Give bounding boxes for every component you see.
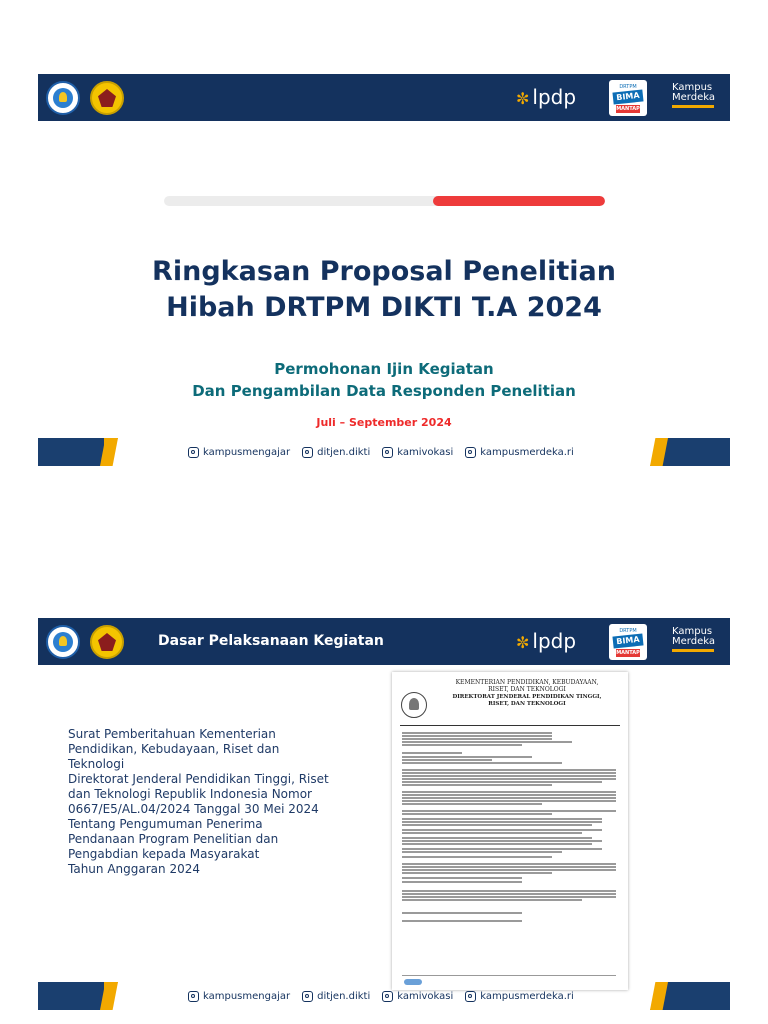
- instagram-icon: [302, 447, 313, 458]
- footer-bar: [38, 438, 730, 466]
- letter-text-line: [402, 762, 562, 764]
- letter-text-line: [402, 772, 616, 774]
- social-link-ditjen-dikti[interactable]: ditjen.dikti: [302, 991, 370, 1002]
- letter-text-line: [402, 778, 616, 780]
- social-link-kampusmerdeka[interactable]: kampusmerdeka.ri: [465, 991, 574, 1002]
- letter-text-line: [402, 752, 462, 754]
- letter-document-image: [392, 672, 628, 990]
- lpdp-logo: ✼ lpdp: [516, 85, 577, 109]
- lpdp-logo: ✼ lpdp: [516, 629, 577, 653]
- university-logo-icon: [90, 625, 124, 659]
- letter-text-line: [402, 856, 552, 858]
- letter-text-line: [402, 791, 616, 793]
- letter-text-line: [402, 869, 616, 871]
- letter-text-line: [402, 912, 522, 914]
- letter-text-line: [402, 829, 602, 831]
- letter-text-line: [402, 756, 532, 758]
- letter-text-line: [402, 794, 616, 796]
- footer-bar: [38, 982, 730, 1010]
- social-link-kampusmengajar[interactable]: kampusmengajar: [188, 991, 290, 1002]
- slide-title: Ringkasan Proposal Penelitian Hibah DRTPM DIKTI T.A 2024: [152, 256, 616, 323]
- period-text: Juli – September 2024: [316, 416, 452, 429]
- letter-text-line: [402, 877, 522, 879]
- header-bar: [38, 618, 730, 665]
- instagram-icon: [382, 447, 393, 458]
- letter-text-line: [402, 893, 616, 895]
- letter-text-line: [402, 784, 552, 786]
- social-link-ditjen-dikti[interactable]: ditjen.dikti: [302, 447, 370, 458]
- lpdp-flame-icon: ✼: [516, 633, 530, 652]
- instagram-icon: [188, 991, 199, 1002]
- basis-slide: [38, 618, 730, 1010]
- letter-text-line: [402, 818, 602, 820]
- header-bar: [38, 74, 730, 121]
- letter-text-line: [402, 899, 582, 901]
- progress-fill: [433, 196, 605, 206]
- letter-text-line: [402, 840, 602, 842]
- letter-text-line: [402, 832, 582, 834]
- letter-text-line: [402, 872, 552, 874]
- tut-wuri-handayani-logo-icon: [46, 625, 80, 659]
- slide-header-title: Dasar Pelaksanaan Kegiatan: [158, 633, 384, 649]
- letter-text-line: [402, 735, 552, 737]
- instagram-icon: [465, 447, 476, 458]
- kampus-merdeka-logo: Kampus Merdeka: [672, 627, 722, 652]
- progress-bar: [164, 196, 605, 206]
- letter-text-line: [402, 744, 522, 746]
- letter-text-line: [402, 843, 592, 845]
- letter-text-line: [402, 848, 602, 850]
- letter-text-line: [402, 837, 592, 839]
- letter-text-line: [402, 775, 616, 777]
- letter-text-line: [402, 863, 616, 865]
- university-logo-icon: [90, 81, 124, 115]
- letter-text-line: [402, 810, 616, 812]
- slide-subtitle: Permohonan Ijin Kegiatan Dan Pengambilan Data Responden Penelitian: [192, 360, 576, 400]
- letter-text-line: [402, 851, 562, 853]
- letter-text-line: [402, 800, 616, 802]
- letter-text-line: [402, 803, 542, 805]
- letter-text-line: [402, 813, 552, 815]
- lpdp-flame-icon: ✼: [516, 89, 530, 108]
- basis-description: Surat Pemberitahuan Kementerian Pendidikan, Kebudayaan, Riset dan Teknologi Direktorat Jenderal Pendidikan Tinggi, Riset dan Teknologi Republik Indonesia Nomor 0667/E5/AL.04/2024 Tanggal 30 Mei 2024 Tentang Pengumuman Penerima Pendanaan Program Penelitian dan Pengabdian kepada Masyarakat Tahun Anggaran 2024: [68, 727, 329, 876]
- letter-text-line: [402, 824, 592, 826]
- letter-text-line: [402, 920, 522, 922]
- letter-text-line: [402, 866, 616, 868]
- tut-wuri-handayani-logo-icon: [46, 81, 80, 115]
- letter-text-line: [402, 769, 616, 771]
- letter-ministry: KEMENTERIAN PENDIDIKAN, KEBUDAYAAN, RISET, DAN TEKNOLOGI: [455, 679, 599, 693]
- letter-text-line: [402, 759, 492, 761]
- letter-text-line: [402, 821, 602, 823]
- letter-text-line: [402, 896, 616, 898]
- letter-text-line: [402, 732, 552, 734]
- title-slide: [38, 74, 730, 466]
- social-links: [188, 987, 588, 1005]
- letter-text-line: [402, 881, 522, 883]
- social-link-kampusmengajar[interactable]: kampusmengajar: [188, 447, 290, 458]
- letter-text-line: [402, 738, 552, 740]
- kampus-merdeka-logo: Kampus Merdeka: [672, 83, 722, 108]
- instagram-icon: [465, 991, 476, 1002]
- letter-text-line: [402, 797, 616, 799]
- social-links: [188, 443, 588, 461]
- letter-text-line: [402, 741, 572, 743]
- letter-directorate: DIREKTORAT JENDERAL PENDIDIKAN TINGGI, RISET, DAN TEKNOLOGI: [452, 694, 602, 707]
- bima-logo: DRTPM BIMA MANTAP: [609, 624, 647, 660]
- letter-text-line: [402, 890, 616, 892]
- garuda-seal-icon: [401, 692, 427, 718]
- bima-logo: DRTPM BIMA MANTAP: [609, 80, 647, 116]
- instagram-icon: [302, 991, 313, 1002]
- letter-text-line: [402, 781, 602, 783]
- instagram-icon: [188, 447, 199, 458]
- social-link-kampusmerdeka[interactable]: kampusmerdeka.ri: [465, 447, 574, 458]
- social-link-kamivokasi[interactable]: kamivokasi: [382, 991, 453, 1002]
- social-link-kamivokasi[interactable]: kamivokasi: [382, 447, 453, 458]
- instagram-icon: [382, 991, 393, 1002]
